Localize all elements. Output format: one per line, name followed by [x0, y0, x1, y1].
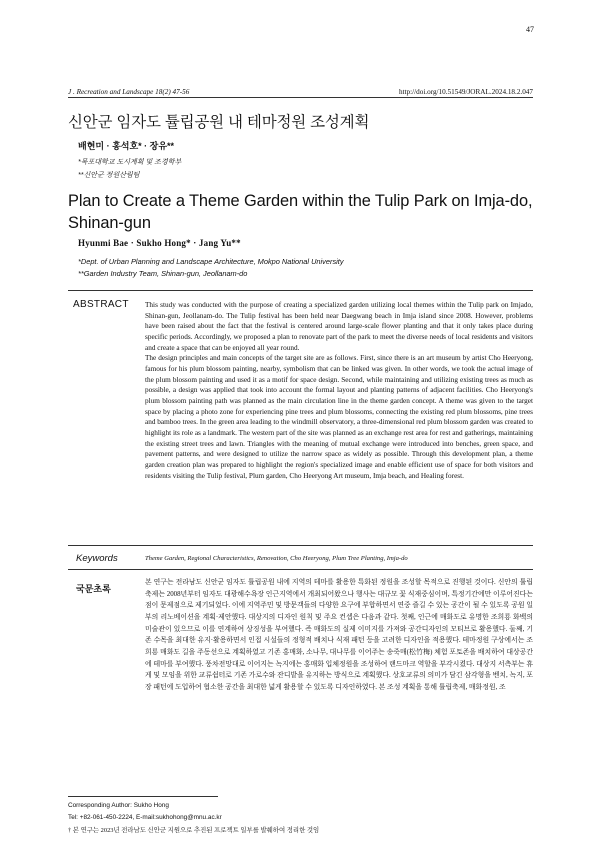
abstract-rule: [68, 290, 533, 291]
korean-authors: 배현미 · 홍석호* · 장유**: [78, 141, 175, 151]
funding-note: † 본 연구는 2023년 전라남도 신안군 지원으로 추진된 프로젝트 일부를 발췌하여 정리한 것임: [68, 827, 320, 834]
english-affiliation-1: *Dept. of Urban Planning and Landscape Architecture, Mokpo National University: [78, 257, 344, 266]
abstract-paragraph-2: The design principles and main concepts of the target site are as follows. First, since there is an art museum by artist Cho Heeryong, famous for his plum blossom painting, nearby, symbolism that can be linked was given. In other words, we took the actual image of the plum blossom painting and used it as a motif for space design. Second, while maintaining and utilizing existing trees as much as possible, a design was applied that took into account the formal layout and planting patterns of adjacent facilities. Cho Heeryong's plum blossom painting path was planned as the main circulation line in the theme garden concept. A theme was given to the target space by placing a photo zone for experiencing pine trees and plum blossoms, connecting the existing red plum blossoms, pine trees and bamboo trees. In the green area leading to the windmill observatory, a three-dimensional red plum blossom garden was created to highlight its role as a landmark. The western part of the site was planned as an exchange rest area for rest and gatherings, maintaining the existing street trees and lawn. Triangles with the meaning of mutual exchange were introduced into benches, green space, and pavement patterns, and were designed to utilize the narrow space as widely as possible. Through this development plan, a theme garden creation plan was prepared to highlight the region's specialized image and enable efficient use of space for both visitors and residents visiting the Tulip festival, Plum garden, Cho Heeryong Art museum, Imja beach, and Healing forest.: [145, 354, 533, 480]
keywords-rule-top: [68, 545, 533, 546]
korean-affiliation-1: *목포대학교 도시계획 및 조경학부: [78, 159, 182, 166]
english-title: Plan to Create a Theme Garden within the Tulip Park on Imja-do, Shinan-gun: [68, 192, 533, 232]
doi-link[interactable]: http://doi.org/10.51549/JORAL.2024.18.2.047: [398, 88, 533, 96]
journal-citation: J . Recreation and Landscape 18(2) 47-56: [68, 88, 190, 96]
abstract-paragraph-1: This study was conducted with the purpose of creating a specialized garden utilizing local themes within the Tulip park on Imjado, Shinan-gun, Jeollanam-do. The Tulip festival has been held near Daegwang beach in Imja island since 2008. However, problems have been raised about the fact that the festival is centered around large-scale flower planting and that it only takes place during specific periods. Accordingly, we proposed a plan to renovate part of the park to meet the diverse needs of local residents and visitors and create a space that can be enjoyed all year round.: [145, 301, 533, 352]
keywords-label: Keywords: [76, 553, 118, 564]
korean-title: 신안군 임자도 튤립공원 내 테마정원 조성계획: [68, 114, 370, 131]
abstract-label: ABSTRACT: [73, 299, 129, 310]
keywords-rule-bottom: [68, 569, 533, 570]
english-affiliation-2: **Garden Industry Team, Shinan-gun, Jeollanam-do: [78, 269, 248, 278]
abstract-body: [145, 300, 533, 481]
korean-abstract-label: 국문초록: [76, 584, 111, 594]
footnote-rule: [68, 796, 218, 797]
keywords-text: Theme Garden, Regional Characteristics, Renovation, Cho Heeryong, Plum Tree Planting, Imja-do: [145, 555, 408, 562]
corresponding-author: Corresponding Author: Sukho Hong: [68, 802, 169, 809]
korean-affiliation-2: **신안군 정원산림팀: [78, 172, 140, 179]
english-authors: Hyunmi Bae · Sukho Hong* · Jang Yu**: [78, 238, 241, 248]
contact-info: Tel: +82-061-450-2224, E-mail:sukhohong@mnu.ac.kr: [68, 814, 222, 821]
journal-header: [68, 88, 533, 96]
page-number: 47: [526, 25, 534, 34]
korean-abstract-text: 본 연구는 전라남도 신안군 임자도 튤립공원 내에 지역의 테마를 활용한 특화된 정원을 조성할 목적으로 진행된 것이다. 신안의 튤립축제는 2008년부터 임자도 대광해수욕장 인근지역에서 개최되어왔으나 행사는 대규모 꽃 식재중심이며, 특정기간에만 이루어진다는 점이 문제점으로 제기되었다. 이에 지역주민 및 방문객들의 다양한 요구에 부합하면서 연중 즐길 수 있는 공간이 될 수 있도록 공원 일부의 리노베이션을 계획·제안했다. 대상지의 디자인 원칙 및 주요 컨셉은 다음과 같다. 첫째, 인근에 매화도로 유명한 조희룡 화백의 미술관이 있으므로 이를 연계하여 상징성을 부여했다. 즉 매화도의 실제 이미지를 가져와 공간디자인의 모티브로 활용했다. 둘째, 기존 수목을 최대한 유지·활용하면서 인접 시설들의 정형적 배치나 식재 패턴 등을 고려한 디자인을 적용했다. 테마정원 구상에서는 조희룡 매화도 길을 주동선으로 계획하였고 기존 홍매화, 소나무, 대나무를 이어주는 송죽매(松竹梅) 체험 포토존을 배치하여 대상공간에 테마를 부여했다. 풍차전망대로 이어지는 녹지에는 홍매화 입체정원을 조성하여 랜드마크 역할을 부각시켰다. 대상지 서측부는 휴게 및 모임을 위한 교류쉼터로 기존 가로수와 잔디밭을 유지하는 방식으로 계획했다. 상호교류의 의미가 담긴 삼각형을 벤치, 녹지, 포장 패턴에 도입하여 협소한 공간을 최대한 넓게 활용할 수 있도록 디자인하였다. 본 조성 계획을 통해 튤립축제, 매화정원, 조: [145, 579, 534, 692]
korean-abstract-body: [145, 577, 533, 694]
header-rule: [68, 97, 533, 98]
